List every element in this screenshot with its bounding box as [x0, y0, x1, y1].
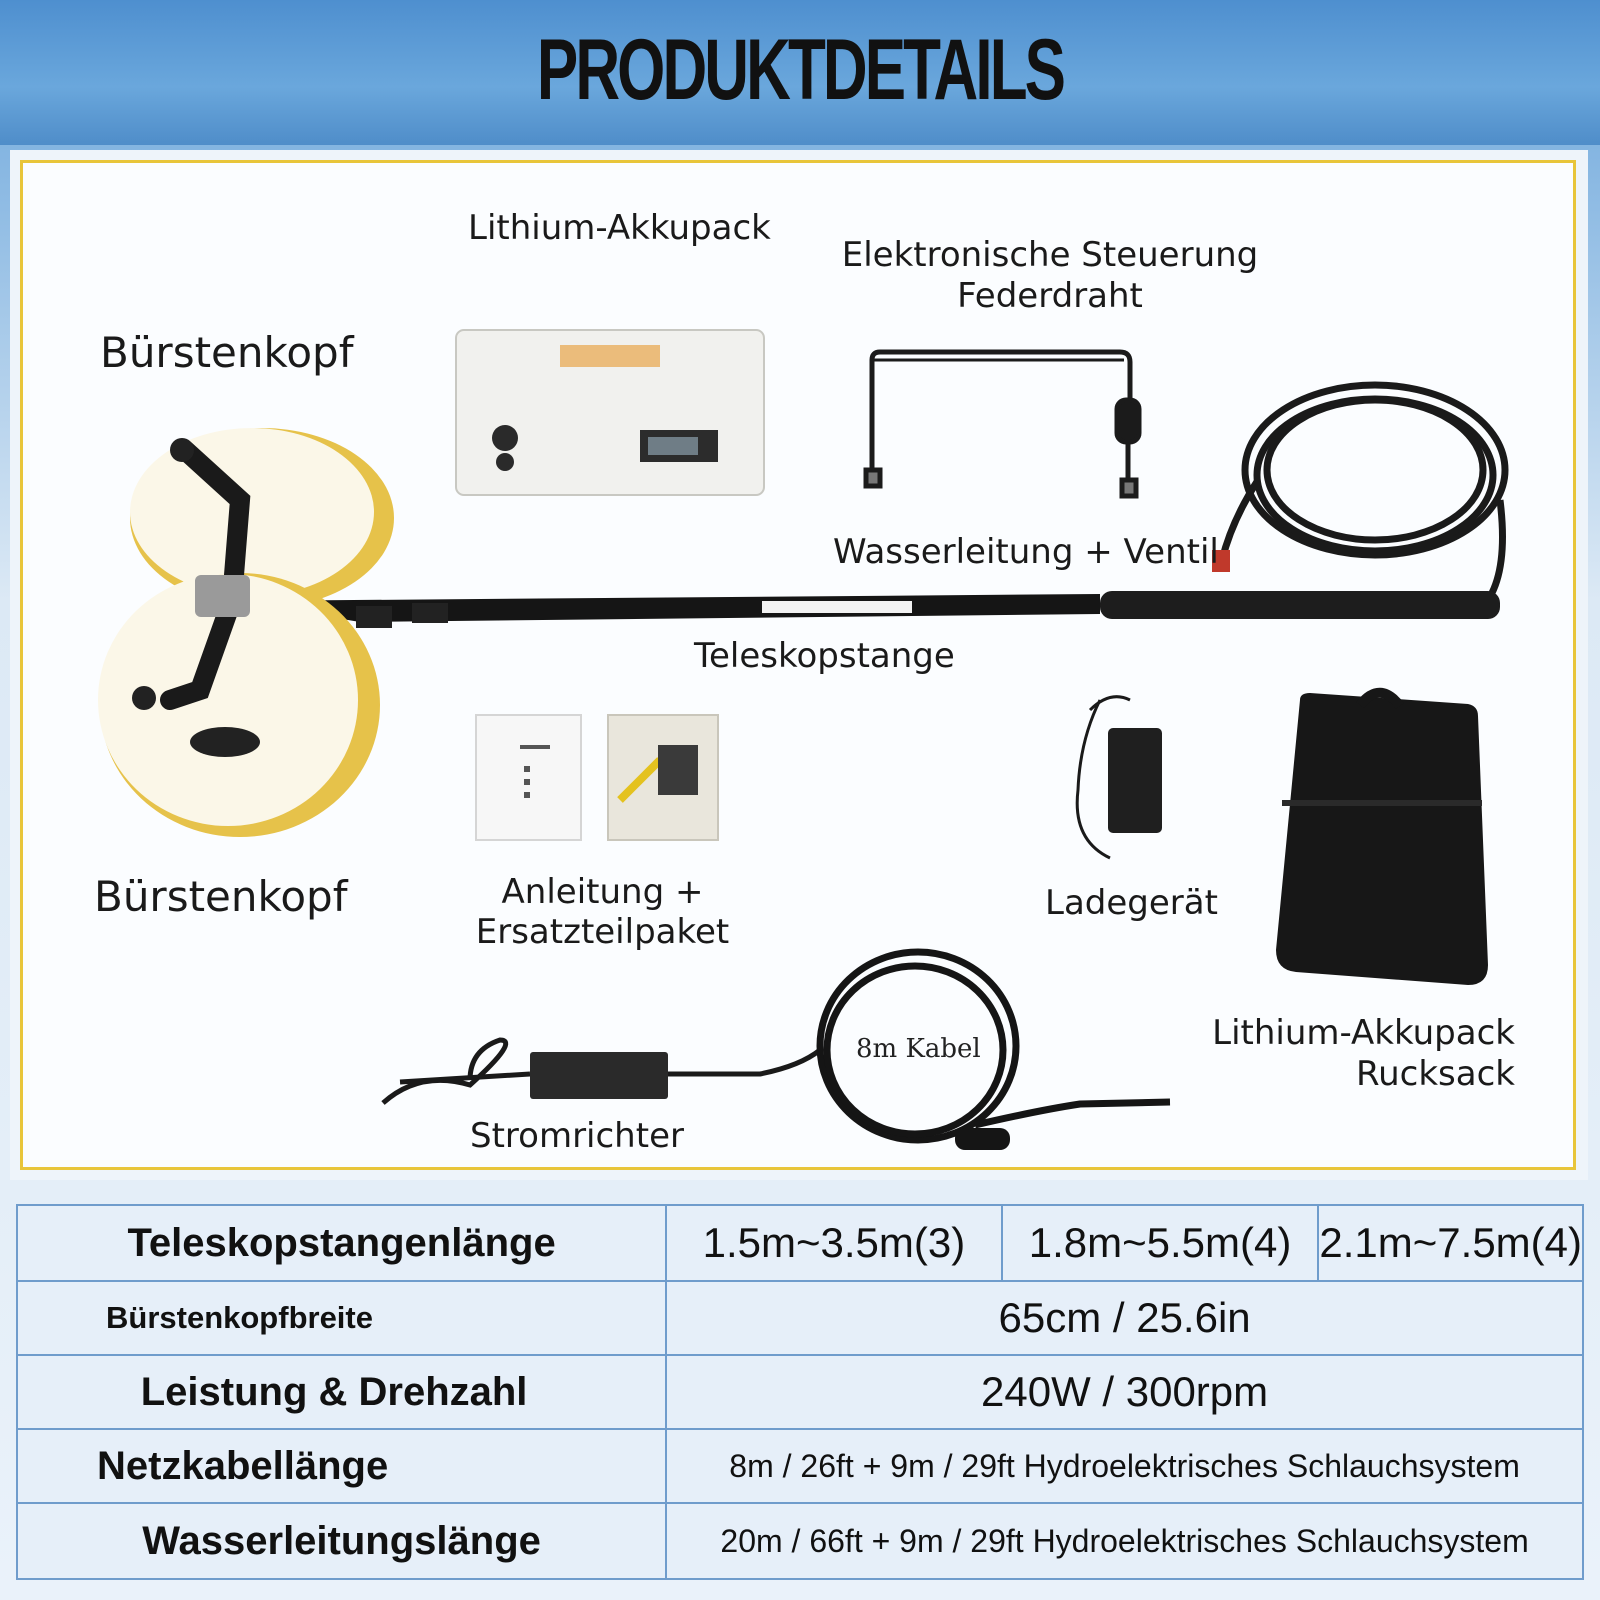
telescopic-pole-image	[235, 591, 1500, 628]
table-row	[17, 1355, 1583, 1429]
manual-image	[476, 715, 581, 840]
manual-label-line2: Ersatzteilpaket	[475, 912, 730, 952]
cable-8m-label: 8m Kabel	[856, 1034, 981, 1064]
spec-key: Netzkabellänge	[17, 1429, 666, 1503]
brush-head-bottom-label: Bürstenkopf	[94, 872, 348, 921]
battery-box-image	[456, 330, 764, 495]
spec-table	[16, 1204, 1584, 1580]
water-hose-image	[1212, 385, 1505, 610]
backpack-label-line1: Lithium-Akkupack	[1212, 1013, 1515, 1053]
spec-value: 8m / 26ft + 9m / 29ft Hydroelektrisches Schlauchsystem	[666, 1429, 1583, 1503]
table-row	[17, 1205, 1583, 1281]
table-row	[17, 1503, 1583, 1579]
manual-label-line1: Anleitung +	[501, 872, 704, 912]
backpack-image	[1276, 693, 1488, 985]
charger-image	[1077, 697, 1162, 858]
telescopic-pole-label: Teleskopstange	[694, 636, 955, 676]
page-title: PRODUKTDETAILS	[536, 22, 1064, 118]
spec-value: 1.5m~3.5m(3)	[666, 1205, 1002, 1281]
spec-value: 240W / 300rpm	[666, 1355, 1583, 1429]
spec-key: Teleskopstangenlänge	[17, 1205, 666, 1281]
spec-key: Wasserleitungslänge	[17, 1503, 666, 1579]
spec-value: 65cm / 25.6in	[666, 1281, 1583, 1355]
backpack-label-line2: Rucksack	[1356, 1054, 1515, 1094]
coil-cable-image	[866, 352, 1139, 496]
charger-label: Ladegerät	[1045, 883, 1218, 923]
spec-key: Leistung & Drehzahl	[17, 1355, 666, 1429]
brush-head-top-label: Bürstenkopf	[100, 328, 354, 377]
table-row	[17, 1281, 1583, 1355]
spec-value: 20m / 66ft + 9m / 29ft Hydroelektrisches Schlauchsystem	[666, 1503, 1583, 1579]
control-wire-label-line1: Elektronische Steuerung	[841, 235, 1259, 275]
battery-pack-label: Lithium-Akkupack	[468, 208, 771, 248]
spec-key: Bürstenkopfbreite	[17, 1281, 666, 1355]
spare-parts-image	[608, 715, 718, 840]
spec-value: 1.8m~5.5m(4)	[1002, 1205, 1319, 1281]
control-wire-label-line2: Federdraht	[957, 276, 1143, 316]
converter-label: Stromrichter	[470, 1116, 684, 1156]
table-row	[17, 1429, 1583, 1503]
water-line-label: Wasserleitung + Ventil	[833, 532, 1219, 572]
spec-value: 2.1m~7.5m(4)	[1318, 1205, 1583, 1281]
brush-heads-image	[98, 428, 394, 837]
power-converter-image	[383, 1040, 820, 1103]
